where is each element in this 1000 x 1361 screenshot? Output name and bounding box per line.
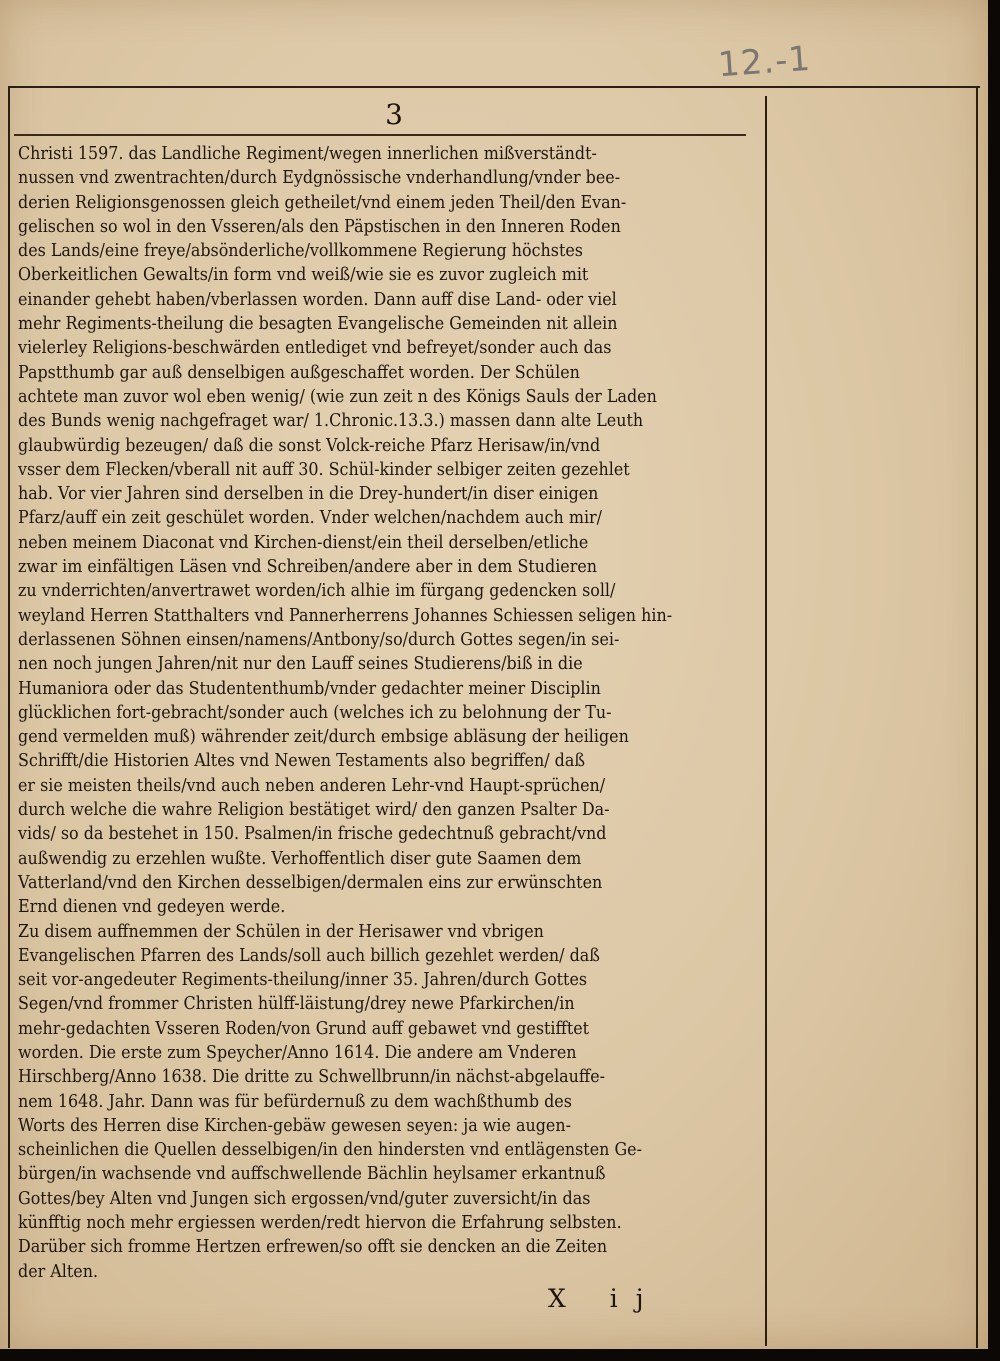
text-line: Gottes/bey Alten vnd Jungen sich ergossen/vnd/guter zuversicht/in das: [18, 1188, 591, 1209]
text-line: derlassenen Söhnen einsen/namens/Antbony/so/durch Gottes segen/in sei-: [18, 629, 620, 650]
text-line: zwar im einfältigen Läsen vnd Schreiben/andere aber in dem Studieren: [18, 557, 598, 578]
text-line: Vatterland/vnd den Kirchen desselbigen/dermalen eins zur erwünschten: [18, 872, 603, 893]
text-line: derien Religionsgenossen gleich getheilet/vnd einem jeden Theil/den Evan-: [18, 192, 627, 213]
left-border-rule: [8, 86, 10, 1348]
text-line: achtete man zuvor wol eben wenig/ (wie zun zeit n des Königs Sauls der Laden: [18, 386, 657, 407]
text-line: Oberkeitlichen Gewalts/in form vnd weiß/wie sie es zuvor zugleich mit: [18, 265, 589, 286]
text-line: Worts des Herren dise Kirchen-gebäw gewesen seyen: ja wie augen-: [18, 1115, 571, 1136]
text-line: des Bunds wenig nachgefraget war/ 1.Chronic.13.3.) massen dann alte Leuth: [18, 411, 644, 432]
text-line: weyland Herren Statthalters vnd Pannerherrens Johannes Schiessen seligen hin-: [18, 605, 673, 626]
text-line: er sie meisten theils/vnd auch neben anderen Lehr-vnd Haupt-sprüchen/: [18, 775, 606, 796]
text-line: glaubwürdig bezeugen/ daß die sonst Volck-reiche Pfarz Herisaw/in/vnd: [18, 435, 601, 456]
signature-catchword: X ij: [548, 1284, 662, 1313]
text-line: Segen/vnd frommer Christen hülff-läistung/drey newe Pfarkirchen/in: [18, 994, 575, 1015]
text-line: der Alten.: [18, 1261, 99, 1282]
right-outer-rule: [976, 86, 978, 1348]
text-line: seit vor-angedeuter Regiments-theilung/inner 35. Jahren/durch Gottes: [18, 970, 588, 991]
text-line: gend vermelden muß) währender zeit/durch embsige abläsung der heiligen: [18, 727, 629, 748]
top-border-rule: [8, 86, 980, 88]
text-line: Zu disem auffnemmen der Schülen in der Herisawer vnd vbrigen: [18, 921, 544, 942]
text-line: vielerley Religions-beschwärden entlediget vnd befreyet/sonder auch das: [18, 338, 612, 359]
text-line: nussen vnd zwentrachten/durch Eydgnössische vnderhandlung/vnder bee-: [18, 168, 621, 189]
text-line: Christi 1597. das Landliche Regiment/wegen innerlichen mißverständt-: [18, 144, 597, 164]
pencil-annotation: 12.-1: [716, 38, 813, 86]
text-line: Schrifft/die Historien Altes vnd Newen Testaments also begriffen/ daß: [18, 751, 586, 772]
text-line: hab. Vor vier Jahren sind derselben in die Drey-hundert/in diser einigen: [18, 484, 599, 505]
text-line: neben meinem Diaconat vnd Kirchen-dienst/ein theil derselben/etliche: [18, 532, 589, 553]
header-rule: [14, 134, 746, 136]
text-line: einander gehebt haben/vberlassen worden. Dann auff dise Land- oder viel: [18, 289, 617, 310]
text-line: scheinlichen die Quellen desselbigen/in den hindersten vnd entlägensten Ge-: [18, 1140, 642, 1161]
text-line: Darüber sich fromme Hertzen erfrewen/so offt sie dencken an die Zeiten: [18, 1237, 608, 1258]
body-text: [18, 142, 675, 1284]
text-line: des Lands/eine freye/absönderliche/vollkommene Regierung höchstes: [18, 241, 583, 262]
text-line: glücklichen fort-gebracht/sonder auch (welches ich zu belohnung der Tu-: [18, 702, 612, 723]
text-line: zu vnderrichten/anvertrawet worden/ich alhie im fürgang gedencken soll/: [18, 581, 616, 602]
text-line: künfftig noch mehr ergiessen werden/redt hiervon die Erfahrung selbsten.: [18, 1213, 622, 1234]
text-line: nem 1648. Jahr. Dann was für befürdernuß zu dem wachßthumb des: [18, 1091, 572, 1112]
text-line: vids/ so da bestehet in 150. Psalmen/in frische gedechtnuß gebracht/vnd: [18, 824, 607, 845]
text-line: Ernd dienen vnd gedeyen werde.: [18, 897, 286, 918]
page-number: 3: [385, 98, 403, 131]
text-line: durch welche die wahre Religion bestätiget wird/ den ganzen Psalter Da-: [18, 800, 610, 821]
text-line: Papstthumb gar auß denselbigen außgeschaffet worden. Der Schülen: [18, 362, 580, 383]
text-line: Evangelischen Pfarren des Lands/soll auch billich gezehlet werden/ daß: [18, 945, 600, 966]
text-line: worden. Die erste zum Speycher/Anno 1614. Die andere am Vnderen: [18, 1042, 577, 1063]
text-line: mehr-gedachten Vsseren Roden/von Grund auff gebawet vnd gestifftet: [18, 1018, 590, 1039]
text-line: nen noch jungen Jahren/nit nur den Lauff seines Studierens/biß in die: [18, 654, 583, 675]
text-line: mehr Regiments-theilung die besagten Evangelische Gemeinden nit allein: [18, 314, 618, 335]
text-line: außwendig zu erzehlen wußte. Verhoffentlich diser gute Saamen dem: [18, 848, 582, 869]
text-line: Humaniora oder das Studententhumb/vnder gedachter meiner Disciplin: [18, 678, 601, 699]
text-line: Hirschberg/Anno 1638. Die dritte zu Schwellbrunn/in nächst-abgelauffe-: [18, 1067, 606, 1088]
right-inner-rule: [765, 96, 767, 1346]
text-line: Pfarz/auff ein zeit geschület worden. Vnder welchen/nachdem auch mir/: [18, 508, 603, 529]
text-line: vsser dem Flecken/vberall nit auff 30. Schül-kinder selbiger zeiten gezehlet: [18, 459, 630, 480]
text-line: gelischen so wol in den Vsseren/als den Päpstischen in den Inneren Roden: [18, 216, 621, 237]
text-line: bürgen/in wachsende vnd auffschwellende Bächlin heylsamer erkantnuß: [18, 1164, 606, 1185]
